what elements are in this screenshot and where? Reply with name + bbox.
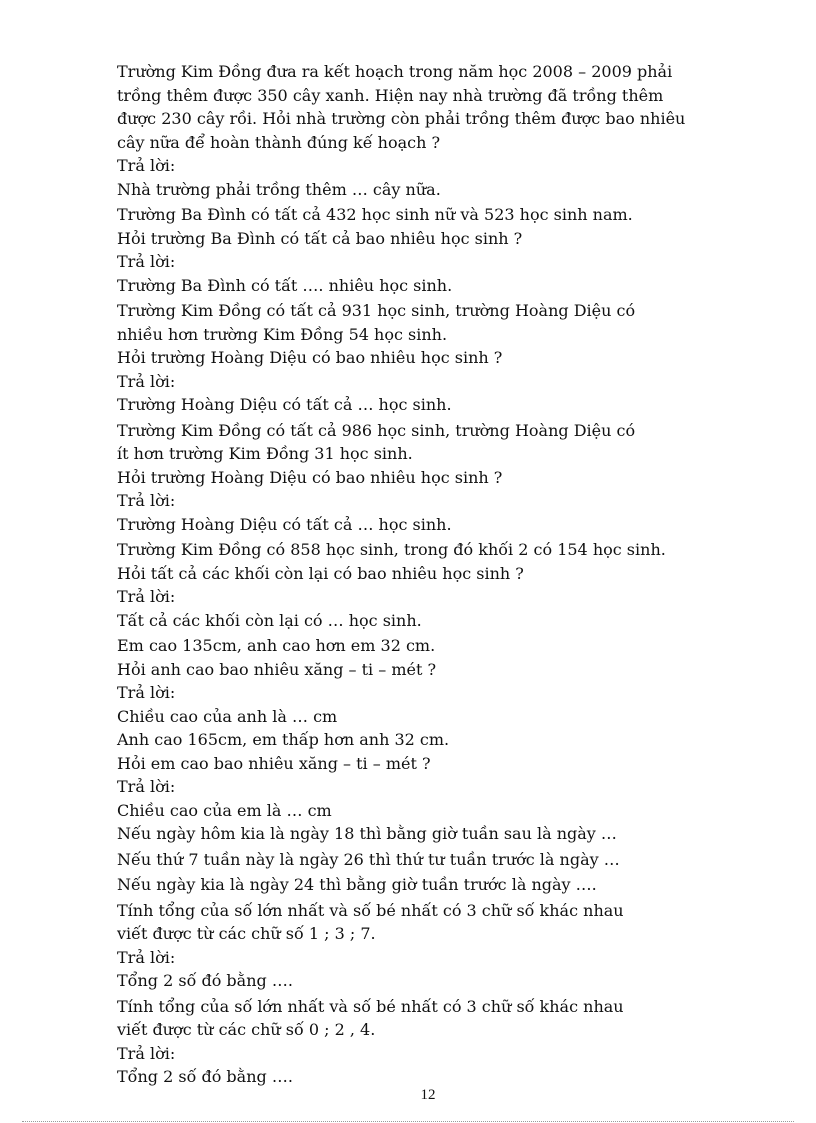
text-line: ít hơn trường Kim Đồng 31 học sinh. <box>117 444 413 463</box>
answer-line: Tổng 2 số đó bằng …. <box>117 971 293 990</box>
answer-line: Trường Ba Đình có tất …. nhiêu học sinh. <box>117 275 453 295</box>
answer-line: Trường Hoàng Diệu có tất cả … học sinh. <box>117 514 452 534</box>
answer-label: Trả lời: <box>117 587 176 606</box>
text-line: Nếu ngày hôm kia là ngày 18 thì bằng giờ tuần sau là ngày … <box>117 824 617 843</box>
text-line: Hỏi anh cao bao nhiêu xăng – ti – mét ? <box>117 659 437 679</box>
answer-line: Chiều cao của em là … cm <box>117 800 332 820</box>
text-line: Tính tổng của số lớn nhất và số bé nhất có 3 chữ số khác nhau <box>117 996 624 1016</box>
answer-label: Trả lời: <box>117 683 176 702</box>
text-line: Hỏi trường Ba Đình có tất cả bao nhiêu học sinh ? <box>117 228 523 248</box>
answer-label: Trả lời: <box>117 947 176 967</box>
page-bottom-divider <box>22 1121 794 1122</box>
text-line: Tính tổng của số lớn nhất và số bé nhất có 3 chữ số khác nhau <box>117 900 624 920</box>
text-line: Trường Kim Đồng đưa ra kết hoạch trong năm học 2008 – 2009 phải <box>117 62 673 81</box>
answer-line: Tổng 2 số đó bằng …. <box>117 1067 293 1086</box>
answer-line: Tất cả các khối còn lại có … học sinh. <box>117 610 422 630</box>
text-line: trồng thêm được 350 cây xanh. Hiện nay nhà trường đã trồng thêm <box>117 85 664 105</box>
text-line: Nếu thứ 7 tuần này là ngày 26 thì thứ tư tuần trước là ngày … <box>117 849 620 869</box>
answer-line: Nhà trường phải trồng thêm … cây nữa. <box>117 179 441 199</box>
text-line: Anh cao 165cm, em thấp hơn anh 32 cm. <box>117 730 450 749</box>
answer-label: Trả lời: <box>117 156 176 175</box>
text-line: Trường Kim Đồng có 858 học sinh, trong đó khối 2 có 154 học sinh. <box>117 540 666 559</box>
answer-label: Trả lời: <box>117 371 176 391</box>
text-line: viết được từ các chữ số 1 ; 3 ; 7. <box>117 924 376 943</box>
answer-label: Trả lời: <box>117 252 176 271</box>
text-line: Trường Kim Đồng có tất cả 931 học sinh, trường Hoàng Diệu có <box>117 301 636 320</box>
answer-label: Trả lời: <box>117 1043 176 1063</box>
worksheet-text <box>117 60 717 1089</box>
text-line: Hỏi tất cả các khối còn lại có bao nhiêu học sinh ? <box>117 563 524 583</box>
text-line: cây nữa để hoàn thành đúng kế hoạch ? <box>117 132 441 152</box>
text-line: Em cao 135cm, anh cao hơn em 32 cm. <box>117 636 436 655</box>
answer-label: Trả lời: <box>117 491 176 510</box>
text-line: Trường Ba Đình có tất cả 432 học sinh nữ và 523 học sinh nam. <box>117 205 633 224</box>
text-line: Hỏi trường Hoàng Diệu có bao nhiêu học sinh ? <box>117 348 503 367</box>
text-line: được 230 cây rồi. Hỏi nhà trường còn phải trồng thêm được bao nhiêu <box>117 109 686 128</box>
answer-label: Trả lời: <box>117 777 176 796</box>
answer-line: Trường Hoàng Diệu có tất cả … học sinh. <box>117 395 452 414</box>
text-line: Trường Kim Đồng có tất cả 986 học sinh, trường Hoàng Diệu có <box>117 420 636 440</box>
text-line: Nếu ngày kia là ngày 24 thì bằng giờ tuần trước là ngày …. <box>117 875 597 894</box>
page-number: 12 <box>420 1087 436 1103</box>
text-line: viết được từ các chữ số 0 ; 2 , 4. <box>117 1020 376 1039</box>
text-line: Hỏi trường Hoàng Diệu có bao nhiêu học sinh ? <box>117 467 503 487</box>
answer-line: Chiều cao của anh là … cm <box>117 706 338 726</box>
text-line: Hỏi em cao bao nhiêu xăng – ti – mét ? <box>117 753 431 773</box>
text-line: nhiều hơn trường Kim Đồng 54 học sinh. <box>117 324 448 344</box>
